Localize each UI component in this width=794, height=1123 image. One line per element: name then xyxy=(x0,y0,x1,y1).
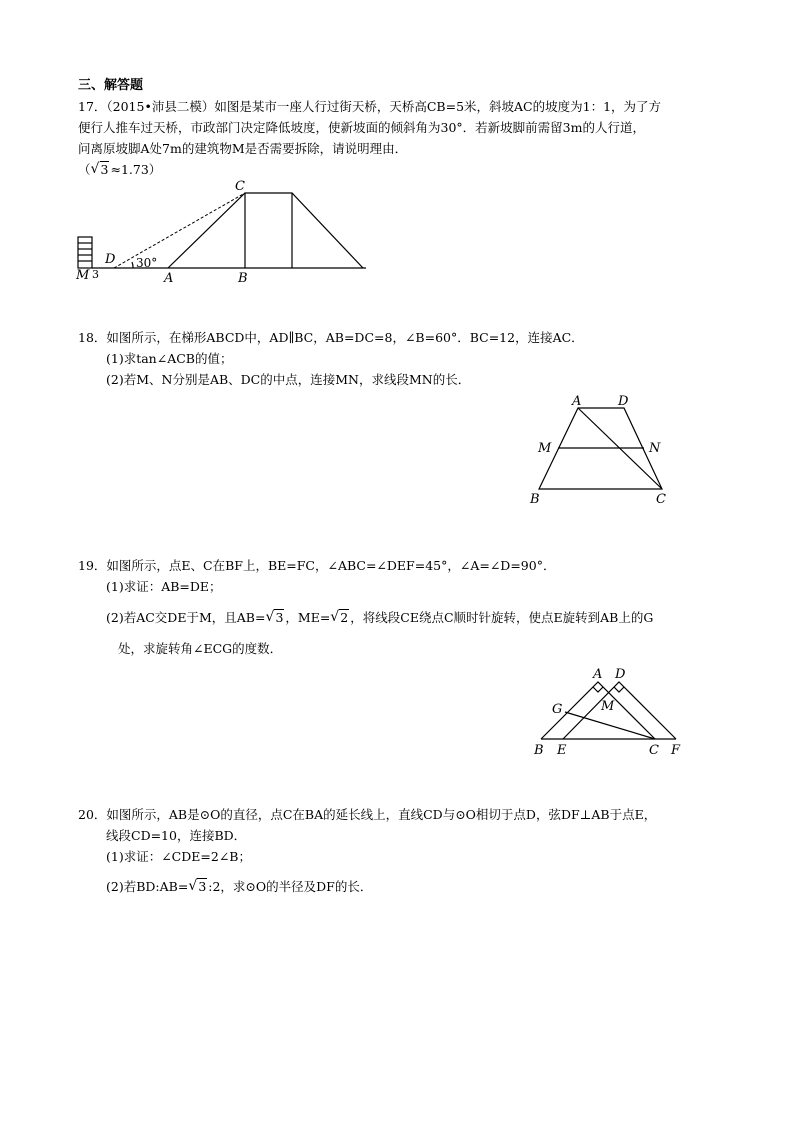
q19-label-d: D xyxy=(615,667,626,682)
q19-label-a: A xyxy=(593,667,603,682)
q19-text-line4: 处，求旋转角∠ECG的度数． xyxy=(118,641,283,656)
q19-text-line2: (1)求证：AB=DE； xyxy=(106,579,222,594)
q19-text-line3: (2)若AC交DE于M，且AB=√ 3 ，ME=√ 2 ，将线段CE绕点C顺时针旋转，使点E旋转到AB上的G xyxy=(106,610,653,626)
q17-label-c: C xyxy=(235,179,245,194)
q17-text-line2: 便行人推车过天桥，市政部门决定降低坡度，使新坡面的倾斜角为30°．若新坡脚前需留3m的人行道， xyxy=(78,120,645,135)
q17-label-d: D xyxy=(105,252,116,267)
q19-right-angle-a xyxy=(593,687,603,692)
q19-label-c: C xyxy=(649,743,659,758)
q20-text-line2: 线段CD=10，连接BD． xyxy=(106,828,247,843)
q17-label-a: A xyxy=(164,271,174,286)
q20-text-line1: 20．如图所示，AB是⊙O的直径，点C在BA的延长线上，直线CD与⊙O相切于点D，弦DF⊥AB于点E， xyxy=(78,807,657,822)
q17-label-m: M xyxy=(76,268,90,283)
q17-angle-arc xyxy=(132,262,133,268)
q19-label-e: E xyxy=(557,743,567,758)
q18-label-m: M xyxy=(538,441,552,456)
q18-label-n: N xyxy=(649,441,661,456)
q18-text-line1: 18．如图所示，在梯形ABCD中，AD∥BC，AB=DC=8，∠B=60°．BC=12，连接AC． xyxy=(78,330,584,345)
q19-label-b: B xyxy=(534,743,544,758)
q20-text-line3: (1)求证：∠CDE=2∠B； xyxy=(106,849,251,864)
q17-building xyxy=(78,237,92,268)
q17-label-b: B xyxy=(238,271,248,286)
q19-text-line1: 19．如图所示，点E、C在BF上，BE=FC，∠ABC=∠DEF=45°，∠A=∠D=90°． xyxy=(78,558,556,573)
q18-label-d: D xyxy=(618,394,629,409)
q19-triangle-def xyxy=(563,682,676,739)
q17-text-line1: 17．（2015•沛县二模）如图是某市一座人行过街天桥，天桥高CB=5米，斜坡AC的坡度为1：1，为了方 xyxy=(78,99,662,114)
q20-text-line4: (2)若BD:AB=√ 3 :2，求⊙O的半径及DF的长． xyxy=(106,879,372,895)
q18-label-b: B xyxy=(530,492,540,507)
section-title: 三、解答题 xyxy=(78,78,144,93)
q17-figure xyxy=(70,178,370,288)
q19-right-angle-d xyxy=(614,687,624,692)
q17-label-angle: 30° xyxy=(136,256,158,270)
q17-label-gap: 3 xyxy=(92,268,99,281)
q19-label-m: M xyxy=(601,699,615,714)
q19-label-g: G xyxy=(552,702,563,717)
q18-label-a: A xyxy=(572,394,582,409)
q18-figure xyxy=(528,390,678,510)
q17-hint xyxy=(78,162,161,178)
q17-bridge xyxy=(168,193,363,268)
q19-label-f: F xyxy=(671,743,681,758)
q18-label-c: C xyxy=(656,492,666,507)
q17-hint-rest: ≈1.73） xyxy=(110,162,162,177)
q17-hint-sqrt: √ 3 xyxy=(91,162,110,178)
q17-hint-open: （ xyxy=(78,162,91,177)
q18-text-line2: (1)求tan∠ACB的值； xyxy=(106,351,233,366)
q17-text-line3: 问离原坡脚A处7m的建筑物M是否需要拆除，请说明理由． xyxy=(78,141,408,156)
q18-text-line3: (2)若M、N分别是AB、DC的中点，连接MN，求线段MN的长． xyxy=(106,372,471,387)
q19-figure xyxy=(530,660,690,760)
